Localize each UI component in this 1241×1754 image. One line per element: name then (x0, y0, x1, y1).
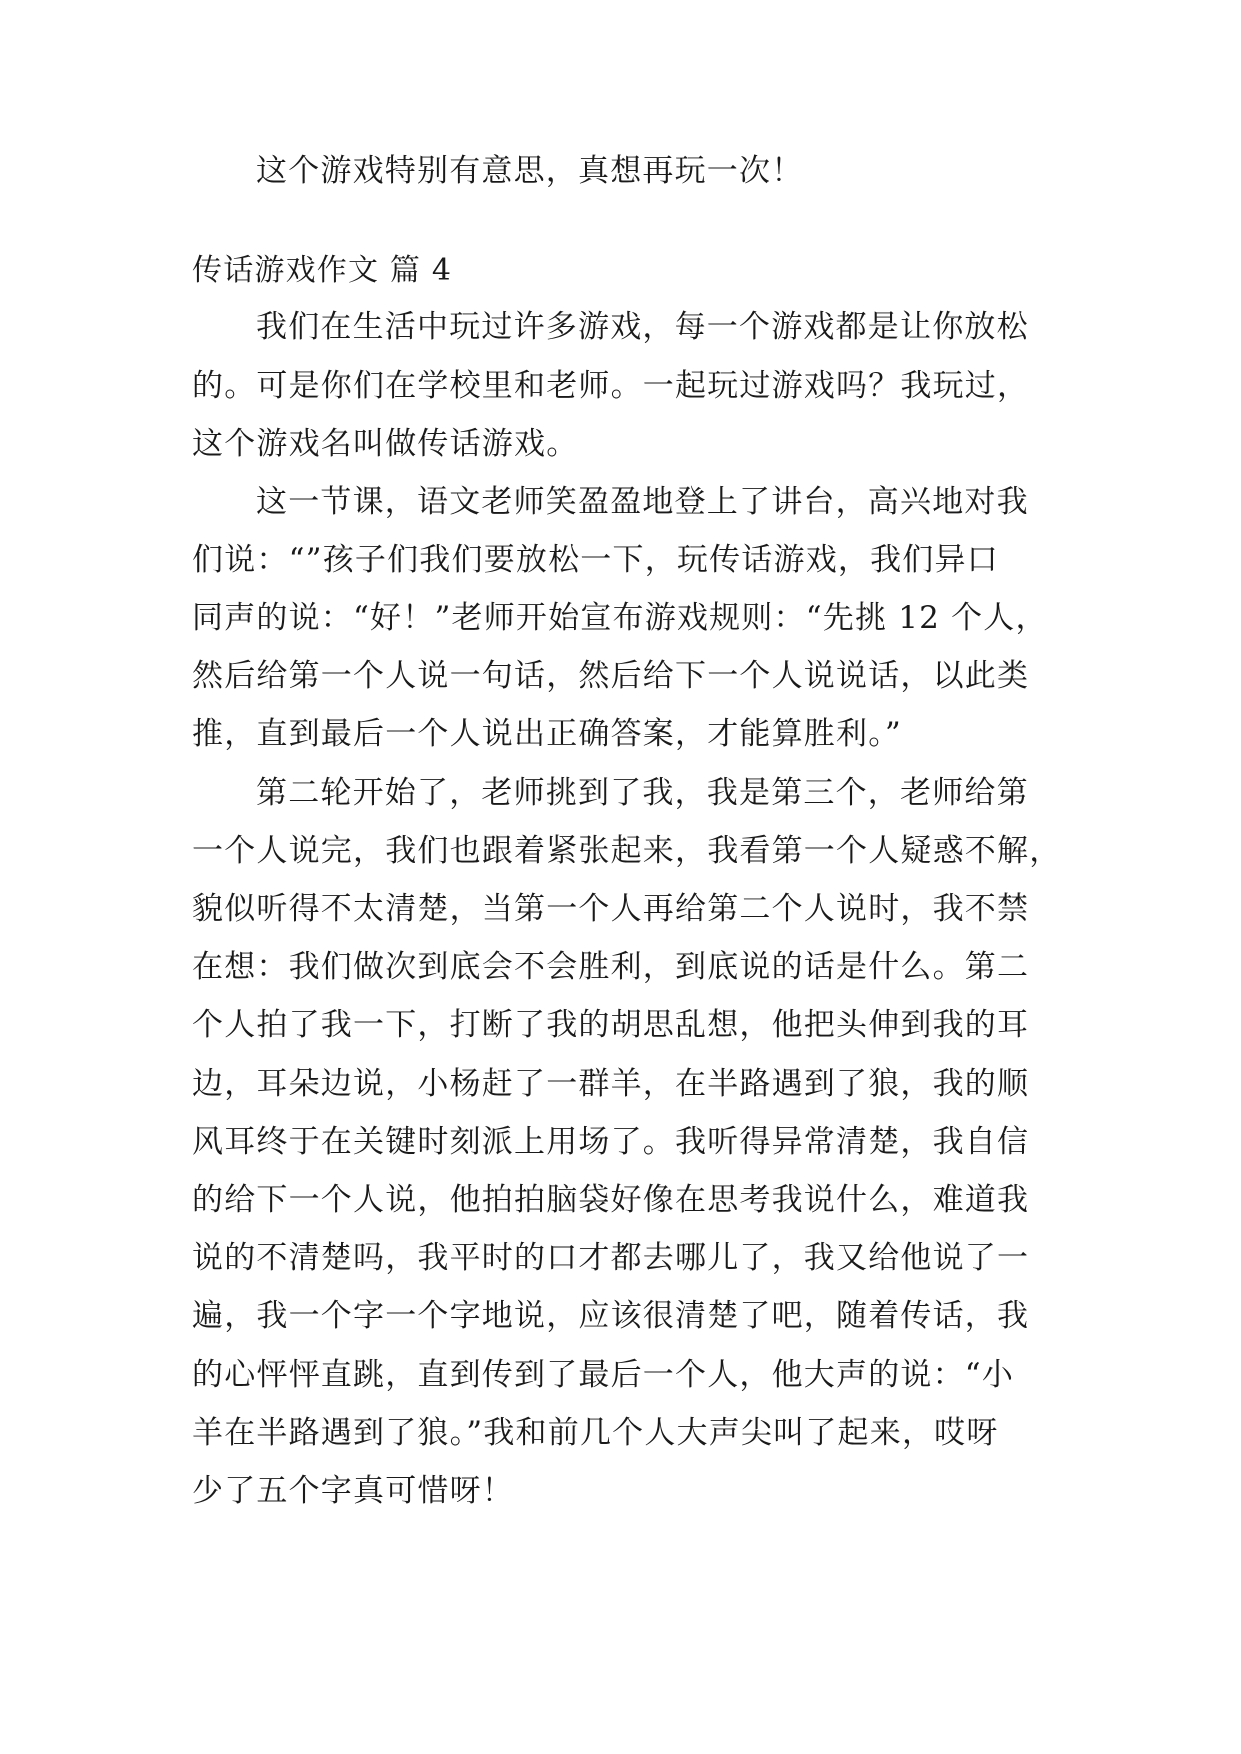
body-line: 这一节课，语文老师笑盈盈地登上了讲台，高兴地对我 (256, 484, 1029, 520)
body-line: 风耳终于在关键时刻派上用场了。我听得异常清楚，我自信 (192, 1124, 1030, 1160)
body-line: 说的不清楚吗，我平时的口才都去哪儿了，我又给他说了一 (192, 1240, 1030, 1276)
body-line: 这个游戏名叫做传话游戏。 (192, 426, 579, 462)
body-line: 我们在生活中玩过许多游戏，每一个游戏都是让你放松 (256, 309, 1029, 345)
body-line: 遍，我一个字一个字地说，应该很清楚了吧，随着传话，我 (192, 1298, 1030, 1334)
body-line: 同声的说：“好！”老师开始宣布游戏规则：“先挑 12 个人， (192, 600, 1048, 636)
body-line: 的心怦怦直跳，直到传到了最后一个人，他大声的说：“小 (192, 1357, 1015, 1393)
body-line: 一个人说完，我们也跟着紧张起来，我看第一个人疑惑不解， (192, 833, 1062, 869)
body-line: 第二轮开始了，老师挑到了我，我是第三个，老师给第 (256, 775, 1029, 811)
body-line: 羊在半路遇到了狼。”我和前几个人大声尖叫了起来，哎呀 (192, 1415, 999, 1451)
body-line: 推，直到最后一个人说出正确答案，才能算胜利。” (192, 716, 902, 752)
body-line: 个人拍了我一下，打断了我的胡思乱想，他把头伸到我的耳 (192, 1007, 1030, 1043)
body-line: 边，耳朵边说，小杨赶了一群羊，在半路遇到了狼，我的顺 (192, 1066, 1030, 1102)
body-line: 的给下一个人说，他拍拍脑袋好像在思考我说什么，难道我 (192, 1182, 1030, 1218)
intro-line: 这个游戏特别有意思，真想再玩一次！ (256, 153, 804, 189)
body-line: 们说：“”孩子们我们要放松一下，玩传话游戏，我们异口 (192, 542, 999, 578)
body-line: 的。可是你们在学校里和老师。一起玩过游戏吗？我玩过， (192, 368, 1030, 404)
body-line: 然后给第一个人说一句话，然后给下一个人说说话，以此类 (192, 658, 1030, 694)
body-line: 貌似听得不太清楚，当第一个人再给第二个人说时，我不禁 (192, 891, 1030, 927)
body-line: 少了五个字真可惜呀！ (192, 1473, 514, 1509)
body-line: 在想：我们做次到底会不会胜利，到底说的话是什么。第二 (192, 949, 1030, 985)
section-heading: 传话游戏作文 篇 4 (192, 253, 453, 288)
